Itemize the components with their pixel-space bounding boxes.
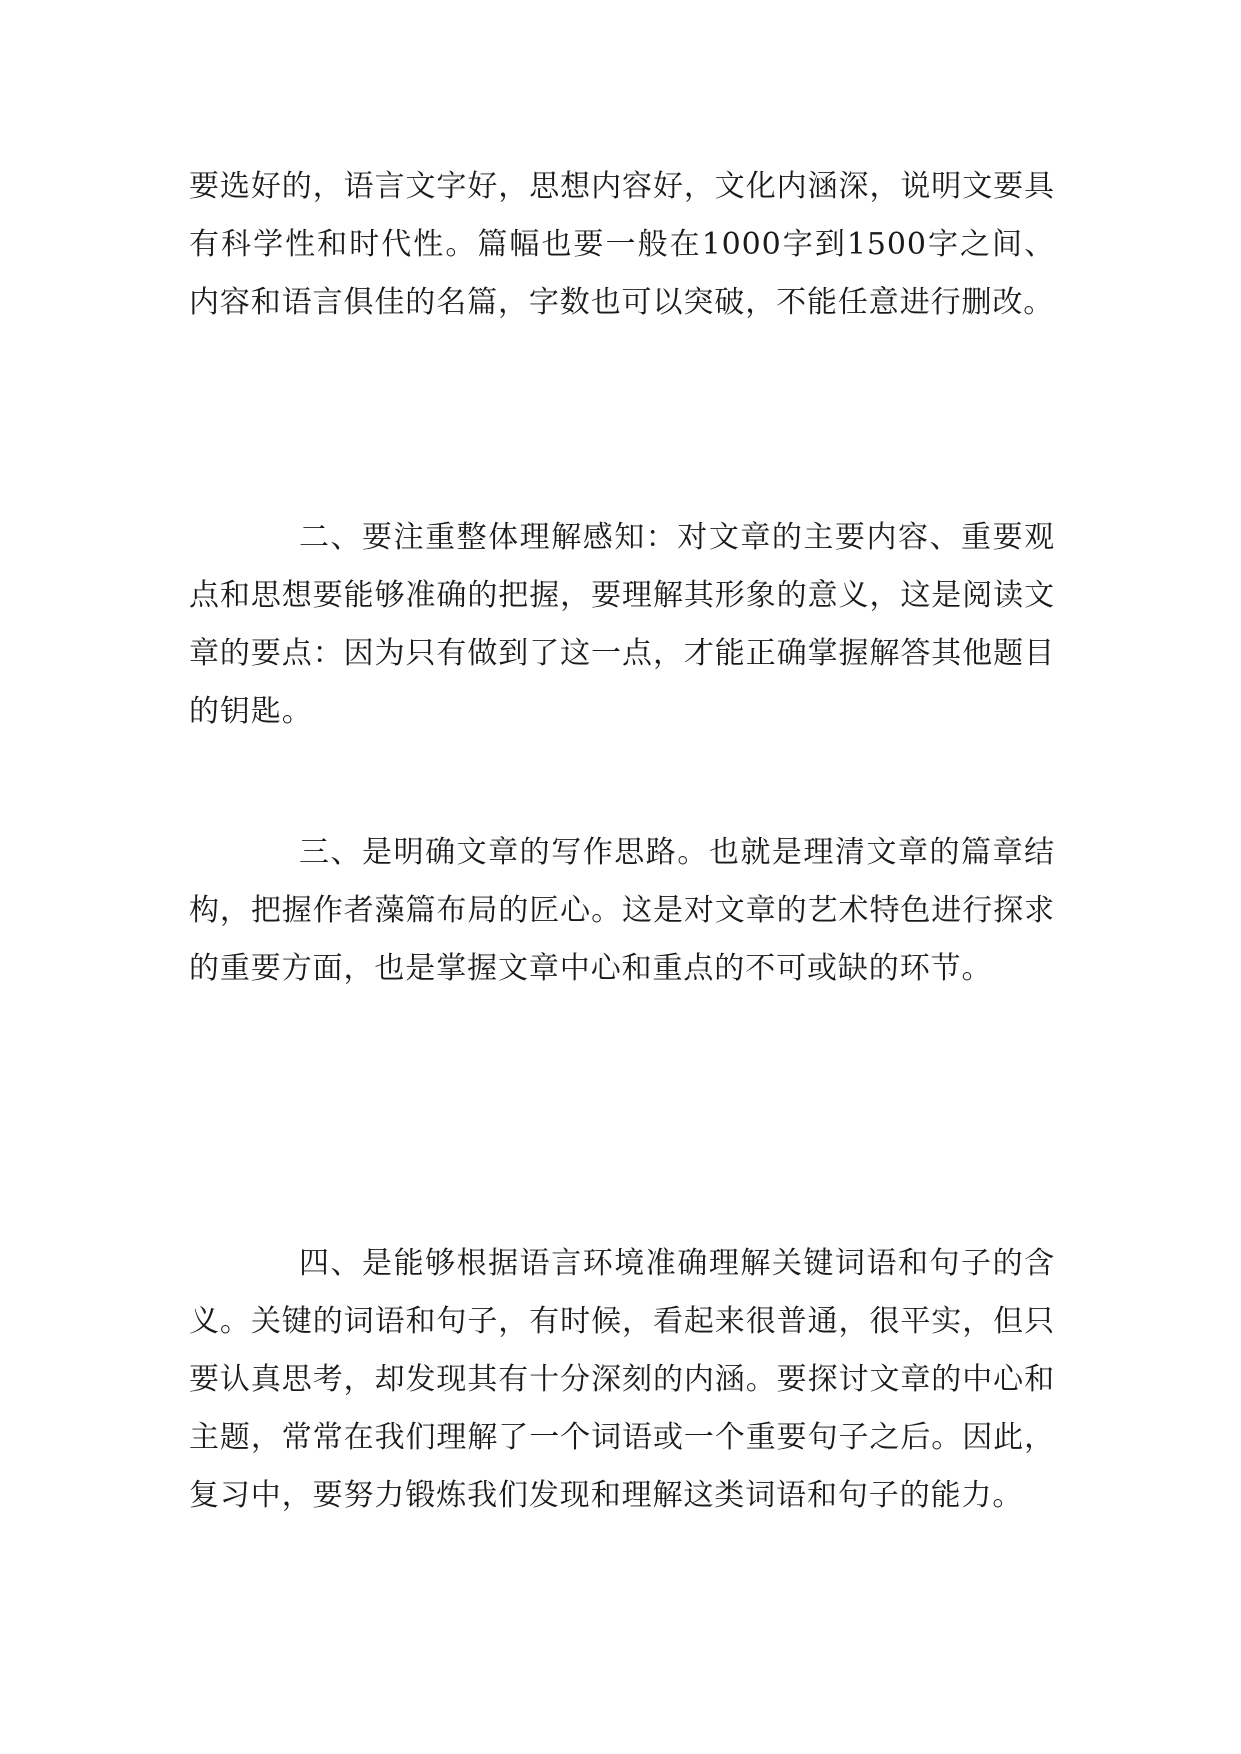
paragraph-continuation: 要选好的，语言文字好，思想内容好，文化内涵深，说明文要具有科学性和时代性。篇幅也要一般在1000字到1500字之间、内容和语言俱佳的名篇，字数也可以突破，不能任意进行删改。 xyxy=(189,169,1055,320)
paragraph-point-4: 四、是能够根据语言环境准确理解关键词语和句子的含义。关键的词语和句子，有时候，看起来很普通，很平实，但只要认真思考，却发现其有十分深刻的内涵。要探讨文章的中心和主题，常常在我们理解了一个词语或一个重要句子之后。因此，复习中，要努力锻炼我们发现和理解这类词语和句子的能力。 xyxy=(189,1246,1055,1513)
paragraph-point-2: 二、要注重整体理解感知：对文章的主要内容、重要观点和思想要能够准确的把握，要理解其形象的意义，这是阅读文章的要点：因为只有做到了这一点，才能正确掌握解答其他题目的钥匙。 xyxy=(189,520,1055,729)
paragraph-point-3: 三、是明确文章的写作思路。也就是理清文章的篇章结构，把握作者藻篇布局的匠心。这是对文章的艺术特色进行探求的重要方面，也是掌握文章中心和重点的不可或缺的环节。 xyxy=(189,835,1055,986)
